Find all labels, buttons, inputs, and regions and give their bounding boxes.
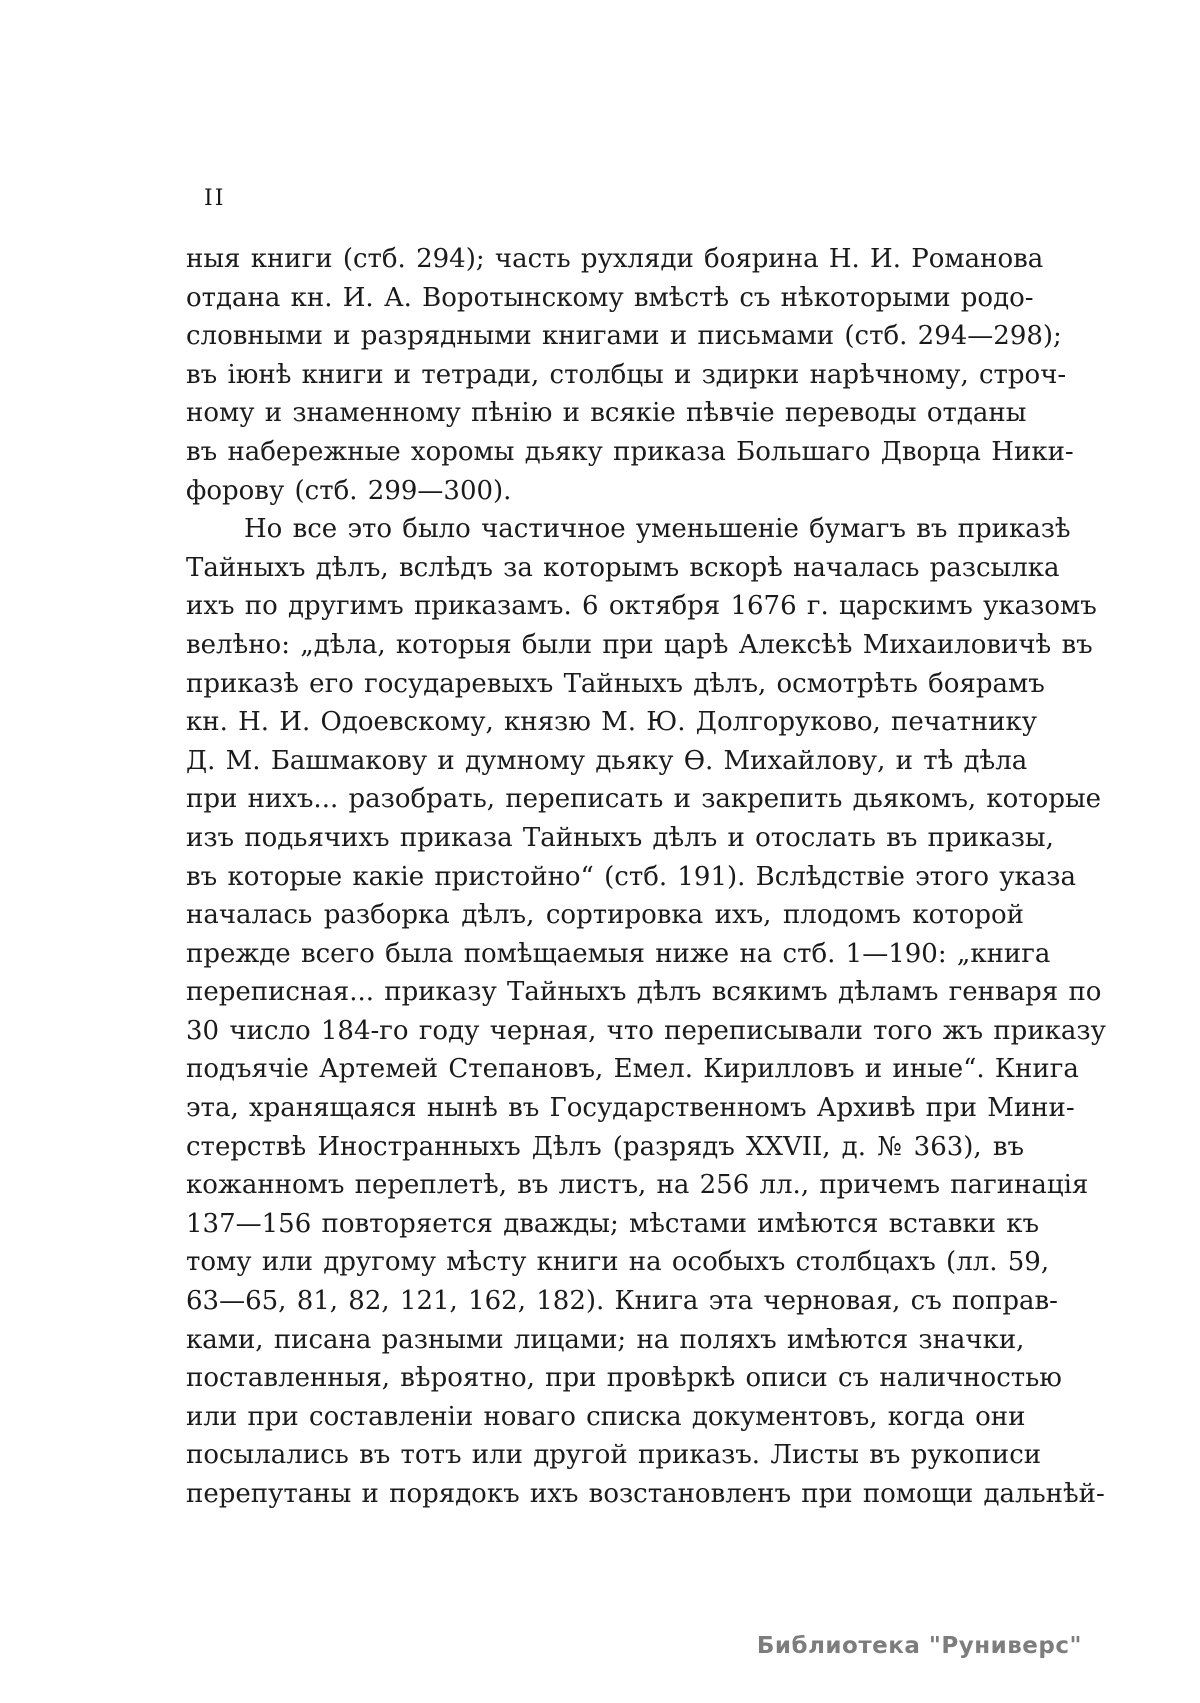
text-line: при нихъ... разобрать, переписать и закрепить дьякомъ, которые bbox=[186, 784, 1102, 815]
text-line: посылались въ тотъ или другой приказъ. Листы въ рукописи bbox=[186, 1440, 1042, 1471]
text-line: ному и знаменному пѣнію и всякіе пѣвчіе переводы отданы bbox=[186, 398, 1027, 429]
text-line: приказѣ его государевыхъ Тайныхъ дѣлъ, осмотрѣть боярамъ bbox=[186, 668, 1045, 699]
text-line: тому или другому мѣсту книги на особыхъ столбцахъ (лл. 59, bbox=[186, 1247, 1050, 1278]
text-line: поставленныя, вѣроятно, при провѣркѣ описи съ наличностью bbox=[186, 1363, 1062, 1394]
text-line: отдана кн. И. А. Воротынскому вмѣстѣ съ нѣкоторыми родо- bbox=[186, 282, 1034, 313]
text-line: въ набережные хоромы дьяку приказа Большаго Дворца Ники- bbox=[186, 436, 1074, 467]
text-line: въ іюнѣ книги и тетради, столбцы и здирки нарѣчному, строч- bbox=[186, 359, 1067, 390]
text-line: началась разборка дѣлъ, сортировка ихъ, плодомъ которой bbox=[186, 900, 1024, 931]
text-line: кн. Н. И. Одоевскому, князю М. Ю. Долгоруково, печатнику bbox=[186, 707, 1038, 738]
text-line: словными и разрядными книгами и письмами (стб. 294—298); bbox=[186, 321, 1062, 352]
text-line: Тайныхъ дѣлъ, вслѣдъ за которымъ вскорѣ началась разсылка bbox=[186, 552, 1060, 583]
text-line: изъ подьячихъ приказа Тайныхъ дѣлъ и отослать въ приказы, bbox=[186, 822, 1054, 853]
text-line: ками, писана разными лицами; на поляхъ имѣются значки, bbox=[186, 1324, 1025, 1355]
text-line: 137—156 повторяется дважды; мѣстами имѣются вставки къ bbox=[186, 1208, 1040, 1239]
text-line: Д. М. Башмакову и думному дьяку Ѳ. Михайлову, и тѣ дѣла bbox=[186, 745, 1028, 776]
text-line: эта, хранящаяся нынѣ въ Государственномъ Архивѣ при Мини- bbox=[186, 1093, 1075, 1124]
text-line: прежде всего была помѣщаемыя ниже на стб. 1—190: „книга bbox=[186, 938, 1051, 969]
text-line: 63—65, 81, 82, 121, 162, 182). Книга эта черновая, съ поправ- bbox=[186, 1286, 1058, 1317]
text-line: стерствѣ Иностранныхъ Дѣлъ (разрядъ XXVII, д. № 363), въ bbox=[186, 1131, 1024, 1162]
text-line: или при составленіи новаго списка документовъ, когда они bbox=[186, 1401, 1026, 1432]
text-line: 30 число 184-го году черная, что переписывали того жъ приказу bbox=[186, 1015, 1106, 1046]
text-line: форову (стб. 299—300). bbox=[186, 475, 512, 506]
library-watermark: Библиотека "Руниверс" bbox=[756, 1633, 1082, 1659]
text-line: велѣно: „дѣла, которыя были при царѣ Алексѣѣ Михаиловичѣ въ bbox=[186, 629, 1093, 660]
text-line: кожанномъ переплетѣ, въ листъ, на 256 лл., причемъ пагинація bbox=[186, 1170, 1089, 1201]
text-line: перепутаны и порядокъ ихъ возстановленъ при помощи дальнѣй- bbox=[186, 1479, 1105, 1509]
text-line: ныя книги (стб. 294); часть рухляди боярина Н. И. Романова bbox=[186, 244, 1044, 274]
text-line: Но все это было частичное уменьшеніе бумагъ въ приказѣ bbox=[244, 514, 1071, 545]
text-line: переписная... приказу Тайныхъ дѣлъ всякимъ дѣламъ генваря по bbox=[186, 977, 1102, 1008]
page-number: II bbox=[204, 186, 226, 211]
text-line: подъячіе Артемей Степановъ, Емел. Кирилловъ и иные“. Книга bbox=[186, 1054, 1079, 1085]
body-text bbox=[186, 240, 1106, 1514]
text-line: ихъ по другимъ приказамъ. 6 октября 1676 г. царскимъ указомъ bbox=[186, 591, 1097, 622]
text-line: въ которые какіе пристойно“ (стб. 191). Вслѣдствіе этого указа bbox=[186, 861, 1076, 892]
